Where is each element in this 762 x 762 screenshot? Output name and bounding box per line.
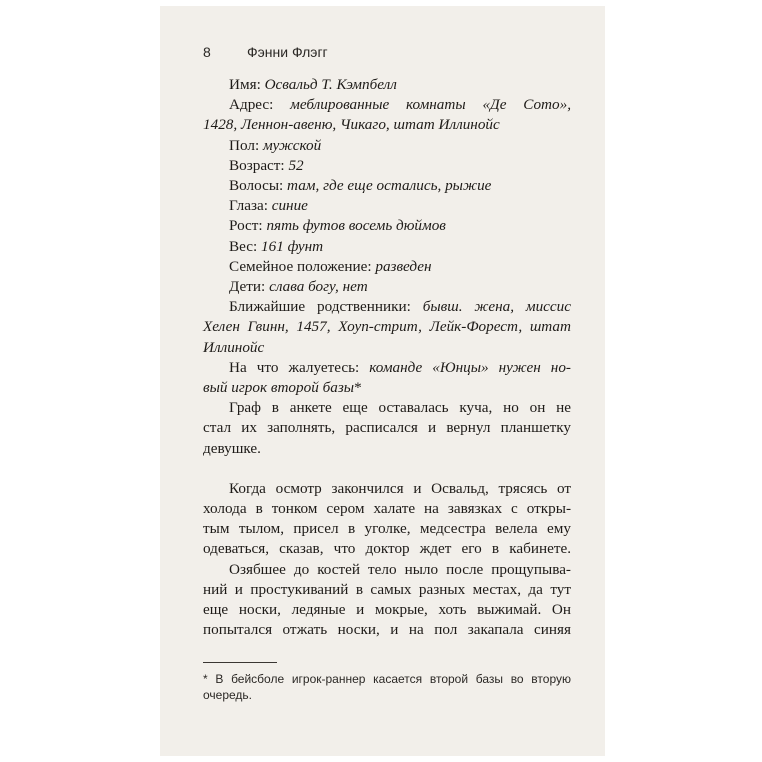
form-field-name: Имя: Освальд Т. Кэмпбелл [229, 76, 397, 93]
footnote-line: очередь. [203, 688, 253, 702]
form-field-hair: Волосы: там, где еще остались, рыжие [229, 177, 492, 195]
form-field-relatives-cont2: Иллинойс [203, 338, 265, 356]
form-field-complaint-cont: вый игрок второй базы* [203, 379, 362, 397]
body-line: Граф в анкете еще оставалась куча, но он не [229, 399, 571, 417]
footnote-rule [203, 662, 277, 663]
form-field-height: Рост: пять футов восемь дюймов [229, 217, 446, 235]
form-field-age: Возраст: 52 [229, 156, 304, 174]
body-line: тым тылом, присел в уголке, медсестра велела ему [203, 520, 571, 538]
body-line: девушке. [203, 439, 261, 457]
form-field-sex: Пол: мужской [229, 136, 322, 154]
form-field-marital: Семейное положение: разведен [229, 257, 432, 275]
form-field-weight: Вес: 161 фунт [229, 237, 324, 255]
footnote-line: * В бейсболе игрок-раннер касается второй базы во вторую [203, 672, 571, 686]
body-line: Озябшее до костей тело ныло после прощупыва- [229, 560, 571, 578]
body-line: одеваться, сказав, что доктор ждет его в кабинете. [203, 540, 571, 558]
form-field-children: Дети: слава богу, нет [229, 278, 368, 296]
page-number: 8 [203, 44, 211, 60]
body-line: попытался отжать носки, и на пол закапала синяя [203, 621, 571, 639]
form-field-address-cont: 1428, Леннон-авеню, Чикаго, штат Иллинойс [203, 116, 500, 134]
form-field-relatives-cont: Хелен Гвинн, 1457, Хоуп-стрит, Лейк-Форест, штат [203, 318, 571, 336]
body-line: Когда осмотр закончился и Освальд, трясясь от [229, 479, 571, 497]
section-break [203, 459, 571, 479]
body-line: еще носки, ледяные и мокрые, хоть выжимай. Он [203, 601, 571, 619]
body-line: ний и простукиваний в самых разных местах, да тут [203, 580, 571, 598]
author-name: Фэнни Флэгг [247, 44, 328, 60]
form-field-relatives: Ближайшие родственники: бывш. жена, миссис [229, 298, 571, 316]
form-field-address: Адрес: меблированные комнаты «Де Сото», [229, 96, 572, 114]
body-line: стал их заполнять, расписался и вернул планшетку [203, 419, 571, 437]
running-header [203, 44, 328, 60]
footnote [203, 671, 571, 703]
footnote-marker: * [354, 379, 362, 397]
form-field-complaint: На что жалуетесь: команде «Юнцы» нужен но- [229, 358, 571, 376]
page-text [203, 75, 571, 640]
body-line: холода в тонком сером халате на завязках с откры- [203, 500, 571, 518]
form-field-eyes: Глаза: синие [229, 197, 308, 215]
